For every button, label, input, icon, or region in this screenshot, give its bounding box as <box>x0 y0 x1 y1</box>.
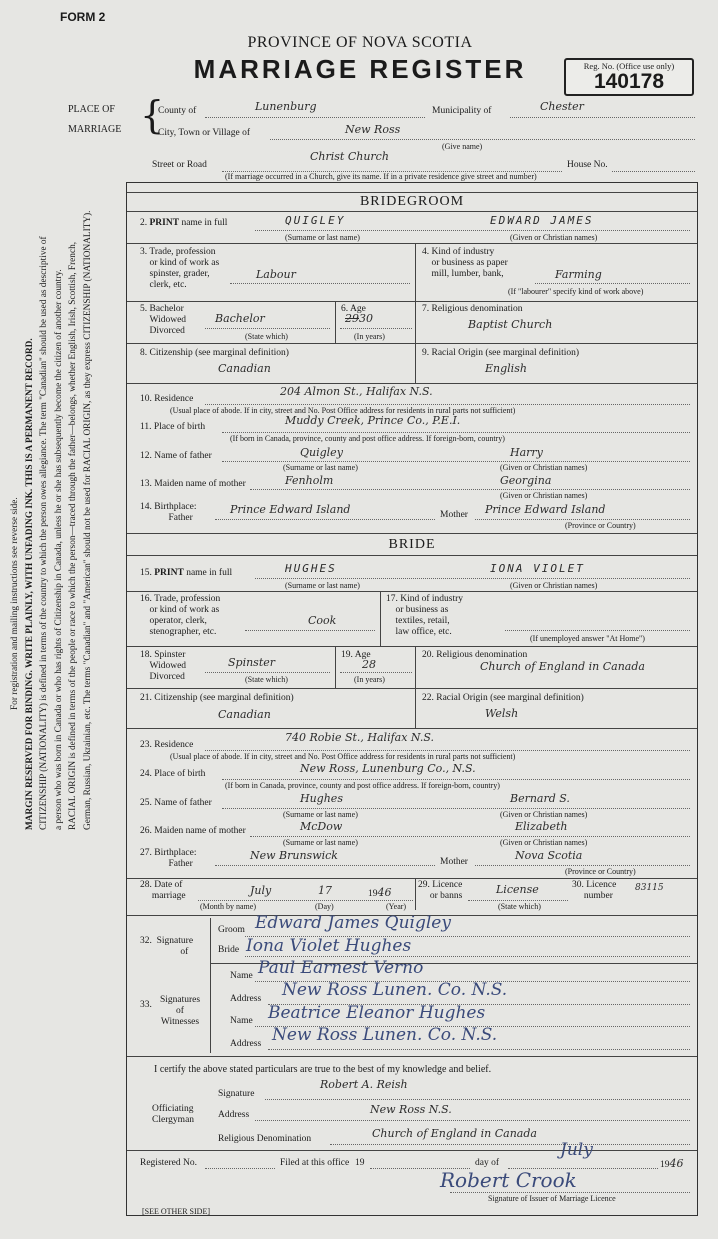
city-value: New Ross <box>345 123 401 136</box>
groom-signature: Edward James Quigley <box>255 913 451 933</box>
reg-number-box <box>564 58 694 96</box>
groom-religion: Baptist Church <box>468 318 553 331</box>
groom-sig-label: Groom <box>218 925 245 935</box>
bride-father-surname: Hughes <box>300 792 343 805</box>
bride-mother-label: 26. Maiden name of mother <box>140 826 246 836</box>
bride-name-label: 15. PRINT name in full <box>140 568 233 578</box>
signature-label: 32. Signature of <box>140 936 194 957</box>
bride-father-birth: New Brunswick <box>250 849 338 862</box>
day-cap: (Day) <box>315 902 334 911</box>
officiating-label: Officiating Clergyman <box>152 1104 195 1125</box>
bride-residence: 740 Robie St., Halifax N.S. <box>285 731 434 744</box>
clergy-signature-label: Signature <box>218 1089 255 1099</box>
clergy-religion-label: Religious Denomination <box>218 1134 312 1144</box>
province-heading: PROVINCE OF NOVA SCOTIA <box>247 34 473 51</box>
groom-birthplace-label: 11. Place of birth <box>140 422 206 432</box>
municipality-value: Chester <box>540 100 584 113</box>
bride-industry-cap: (If unemployed answer "At Home") <box>530 634 645 643</box>
w2-address-label: Address <box>230 1039 262 1049</box>
bride-mother-birth-label: Mother <box>440 857 468 867</box>
margin-instructions: For registration and mailing instructions see reverse side. MARGIN RESERVED FOR BINDING. WRITE PLAINLY, WITH UNFADING INK. THIS IS A PERMANENT RECORD. CITIZENSHIP (NATIONALITY) is defined in terms of the country to which the person owes allegiance. The term "Canadian" should be used as descriptive of a person who was born in Canada or who has rights of Citizenship in Canada, unless he or she has subsequently become the citizen of another country. RACIAL ORIGIN is defined in terms of the people or race to which the person—traced through the father—belongs, whether English, Irish, Scottish, French, German, Russian, Ukrainian, etc. The terms "Canadian" and "American" should not be used for RACIAL ORIGIN, as they express CITIZENSHIP (NATIONALITY). <box>10 210 93 830</box>
bride-given-cap: (Given or Christian names) <box>510 581 598 590</box>
groom-mother-label: 13. Maiden name of mother <box>140 479 246 489</box>
bride-status-cap: (State which) <box>245 675 288 684</box>
filed-date: 19 <box>355 1158 365 1168</box>
county-label: County of <box>158 106 197 116</box>
w2-name-label: Name <box>230 1016 253 1026</box>
groom-age-cap: (In years) <box>354 332 385 341</box>
form-number: FORM 2 <box>60 10 106 24</box>
bride-mother-given: Elizabeth <box>515 820 568 833</box>
groom-given-cap: (Given or Christian names) <box>510 233 598 242</box>
church-note: (If marriage occurred in a Church, give its name. If in a private residence give street and number) <box>225 172 537 181</box>
bride-province-cap: (Province or Country) <box>565 867 636 876</box>
groom-surname-cap: (Surname or last name) <box>285 233 360 242</box>
groom-father-surname: Quigley <box>300 446 343 459</box>
day-of-label: day of <box>475 1158 500 1168</box>
groom-father-birth: Prince Edward Island <box>230 503 351 516</box>
clergy-address: New Ross N.S. <box>370 1103 452 1116</box>
place-label-2: MARRIAGE <box>68 124 122 135</box>
groom-birthplace: Muddy Creek, Prince Co., P.E.I. <box>285 414 461 427</box>
reg-number-label: Reg. No. (Office use only) <box>583 61 675 71</box>
page-title: MARRIAGE REGISTER <box>193 54 527 84</box>
bride-signature: Iona Violet Hughes <box>246 936 412 956</box>
issuer-signature: Robert Crook <box>440 1168 577 1192</box>
w1-address-label: Address <box>230 994 262 1004</box>
bride-surname: HUGHES <box>285 562 337 575</box>
groom-trade-label: 3. Trade, profession or kind of work as spinster, grader, clerk, etc. <box>140 247 220 290</box>
filed-month: July <box>560 1140 593 1160</box>
bride-industry-label: 17. Kind of industry or business as textiles, retail, law office, etc. <box>386 594 464 637</box>
house-label: House No. <box>567 160 608 170</box>
groom-residence-cap: (Usual place of abode. If in city, street and No. Post Office address for residents in rural parts not sufficient) <box>170 406 516 415</box>
bride-given: IONA VIOLET <box>490 562 585 575</box>
bride-citizenship-label: 21. Citizenship (see marginal definition) <box>140 693 294 703</box>
groom-name-label: 2. PRINT name in full <box>140 218 228 228</box>
w2-address: New Ross Lunen. Co. N.S. <box>272 1025 498 1045</box>
bride-mother-birth: Nova Scotia <box>515 849 583 862</box>
witness-label-text: Signatures of Witnesses <box>159 995 201 1027</box>
bride-father-cap1: (Surname or last name) <box>283 810 358 819</box>
bride-birthplace-parents-label: 27. Birthplace: Father <box>140 848 197 869</box>
county-value: Lunenburg <box>255 100 317 113</box>
street-label: Street or Road <box>152 160 207 170</box>
marriage-month: July <box>250 884 272 897</box>
bride-birthplace: New Ross, Lunenburg Co., N.S. <box>300 762 476 775</box>
clergy-signature: Robert A. Reish <box>320 1078 408 1091</box>
groom-status-label: 5. Bachelor Widowed Divorced <box>140 304 187 336</box>
groom-religion-label: 7. Religious denomination <box>422 304 523 314</box>
groom-given: EDWARD JAMES <box>490 214 594 227</box>
bride-birthplace-cap: (If born in Canada, province, county and post office address. If foreign-born, country) <box>225 781 500 790</box>
bride-racial-label: 22. Racial Origin (see marginal definition) <box>422 693 584 703</box>
bride-status-label: 18. Spinster Widowed Divorced <box>140 650 187 682</box>
groom-residence-label: 10. Residence <box>140 394 194 404</box>
city-label: City, Town or Village of <box>158 128 250 138</box>
groom-mother-birth: Prince Edward Island <box>485 503 606 516</box>
bride-mother-surname: McDow <box>300 820 343 833</box>
groom-father-given: Harry <box>510 446 543 459</box>
groom-province-cap: (Province or Country) <box>565 521 636 530</box>
groom-birthplace-parents-label: 14. Birthplace: Father <box>140 502 197 523</box>
licence-type: License <box>496 883 539 896</box>
licence-cap: (State which) <box>498 902 541 911</box>
licence-number: 83115 <box>635 883 664 893</box>
clergy-religion: Church of England in Canada <box>372 1127 537 1140</box>
bride-father-label: 25. Name of father <box>140 798 212 808</box>
bride-father-given: Bernard S. <box>510 792 570 805</box>
bride-age-cap: (In years) <box>354 675 385 684</box>
bride-religion: Church of England in Canada <box>480 660 645 673</box>
city-caption: (Give name) <box>442 142 483 151</box>
groom-mother-surname: Fenholm <box>285 474 334 487</box>
groom-section-title: BRIDEGROOM <box>359 194 465 209</box>
w1-address: New Ross Lunen. Co. N.S. <box>282 980 508 1000</box>
w1-name: Paul Earnest Verno <box>258 958 424 978</box>
church-value: Christ Church <box>310 150 389 163</box>
bride-age-label: 19. Age <box>341 650 371 660</box>
groom-age: 2930 <box>345 312 373 325</box>
groom-industry: Farming <box>555 268 602 281</box>
reg-number: 140178 <box>593 70 665 93</box>
bride-birthplace-label: 24. Place of birth <box>140 769 206 779</box>
groom-birthplace-cap: (If born in Canada, province, county and post office address. If foreign-born, country) <box>230 434 505 443</box>
groom-citizenship-label: 8. Citizenship (see marginal definition) <box>140 348 289 358</box>
bride-residence-cap: (Usual place of abode. If in city, street and No. Post Office address for residents in rural parts not sufficient) <box>170 752 516 761</box>
see-other-side: [SEE OTHER SIDE] <box>142 1207 210 1216</box>
groom-surname: QUIGLEY <box>285 214 346 227</box>
bride-sig-label: Bride <box>218 945 240 955</box>
bride-mother-cap2: (Given or Christian names) <box>500 838 588 847</box>
issuer-caption: Signature of Issuer of Marriage Licence <box>488 1194 616 1203</box>
groom-trade: Labour <box>256 268 296 281</box>
bride-mother-cap1: (Surname or last name) <box>283 838 358 847</box>
groom-industry-label: 4. Kind of industry or business as paper mill, lumber, bank, <box>422 247 508 279</box>
bride-residence-label: 23. Residence <box>140 740 194 750</box>
bride-father-cap2: (Given or Christian names) <box>500 810 588 819</box>
groom-mother-given: Georgina <box>500 474 552 487</box>
licence-label: 29. Licence or banns <box>418 880 463 901</box>
groom-age-label: 6. Age <box>341 304 366 314</box>
w2-name: Beatrice Eleanor Hughes <box>268 1003 486 1023</box>
bride-racial: Welsh <box>485 707 519 720</box>
year-cap: (Year) <box>386 902 407 911</box>
bride-section-title: BRIDE <box>388 537 436 552</box>
groom-father-cap1: (Surname or last name) <box>283 463 358 472</box>
witness-label: 33. <box>140 1000 152 1010</box>
groom-residence: 204 Almon St., Halifax N.S. <box>280 385 433 398</box>
bride-surname-cap: (Surname or last name) <box>285 581 360 590</box>
certify-text: I certify the above stated particulars are true to the best of my knowledge and belief. <box>154 1064 492 1075</box>
groom-racial-label: 9. Racial Origin (see marginal definition) <box>422 348 580 358</box>
groom-racial: English <box>485 362 527 375</box>
groom-citizenship: Canadian <box>218 362 271 375</box>
groom-father-label: 12. Name of father <box>140 451 212 461</box>
marriage-year: 1946 <box>368 886 392 899</box>
groom-father-cap2: (Given or Christian names) <box>500 463 588 472</box>
clergy-address-label: Address <box>218 1110 250 1120</box>
groom-status-cap: (State which) <box>245 332 288 341</box>
bride-trade: Cook <box>308 614 337 627</box>
registered-label: Registered No. <box>140 1158 197 1168</box>
place-label-1: PLACE OF <box>68 104 115 115</box>
month-cap: (Month by name) <box>200 902 256 911</box>
brace: { <box>140 93 165 137</box>
groom-mother-cap: (Given or Christian names) <box>500 491 588 500</box>
municipality-label: Municipality of <box>432 106 492 116</box>
groom-mother-birth-label: Mother <box>440 510 468 520</box>
filed-year: 1946 <box>660 1157 684 1170</box>
bride-trade-label: 16. Trade, profession or kind of work as operator, clerk, stenographer, etc. <box>140 594 221 637</box>
bride-citizenship: Canadian <box>218 708 271 721</box>
bride-status: Spinster <box>228 656 276 669</box>
groom-industry-cap: (If "labourer" specify kind of work above) <box>508 287 644 296</box>
marriage-day: 17 <box>318 884 332 897</box>
licence-number-label: 30. Licence number <box>572 880 617 901</box>
w1-name-label: Name <box>230 971 253 981</box>
groom-status: Bachelor <box>215 312 265 325</box>
filed-label: Filed at this office <box>280 1158 350 1168</box>
bride-religion-label: 20. Religious denomination <box>422 650 528 660</box>
bride-age: 28 <box>362 658 376 671</box>
marriage-date-label: 28. Date of marriage <box>140 880 186 901</box>
